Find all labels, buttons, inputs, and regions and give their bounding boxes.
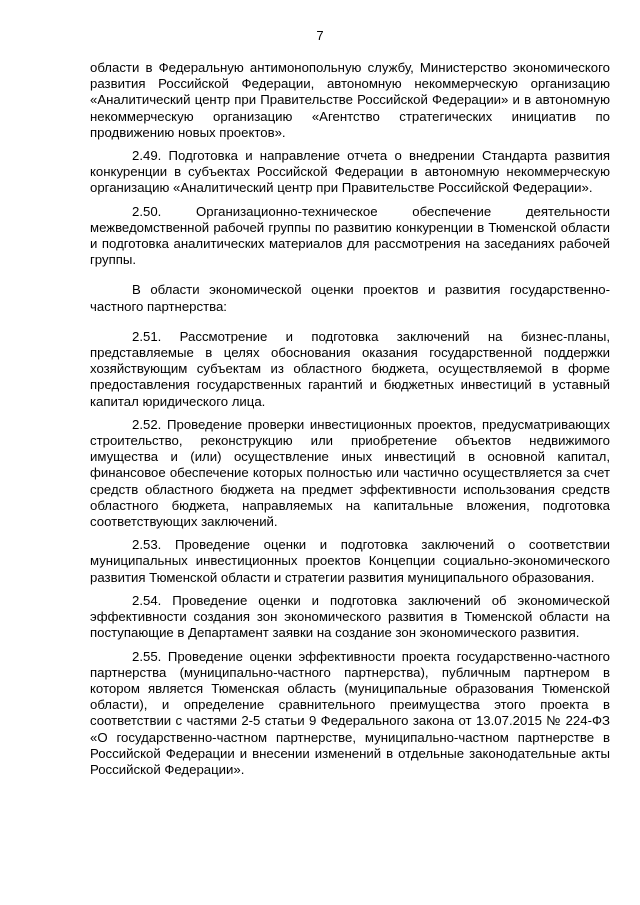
paragraph-2-55: 2.55. Проведение оценки эффективности проекта государственно-частного партнерства (муниципально-частного партнерства), публичным партнером в котором является Тюменская область (муниципальные образования Тюменской области), и определение сравнительного преимущества этого проекта в соответствии с частями 2-5 статьи 9 Федерального закона от 13.07.2015 № 224-ФЗ «О государственно-частном партнерстве, муниципально-частном партнерстве в Российской Федерации и внесении изменений в отдельные законодательные акты Российской Федерации».: [90, 648, 610, 777]
paragraph-continuation: области в Федеральную антимонопольную службу, Министерство экономического развития Российской Федерации, автономную некоммерческую организацию «Аналитический центр при Правительстве Российской Федерации» и в автономную некоммерческую организацию «Агентство стратегических инициатив по продвижению новых проектов».: [90, 60, 610, 140]
paragraph-2-52: 2.52. Проведение проверки инвестиционных проектов, предусматривающих строительство, реконструкцию или приобретение объектов недвижимого имущества и (или) осуществление иных инвестиций в основной капитал, финансовое обеспечение которых полностью или частично осуществляется за счет средств областного бюджета на предмет эффективности использования средств областного бюджета, направляемых на капитальные вложения, подготовка соответствующих заключений.: [90, 416, 610, 530]
paragraph-2-54: 2.54. Проведение оценки и подготовка заключений об экономической эффективности создания зон экономического развития в Тюменской области на поступающие в Департамент заявки на создание зон экономического развития.: [90, 592, 610, 641]
paragraph-2-49: 2.49. Подготовка и направление отчета о внедрении Стандарта развития конкуренции в субъектах Российской Федерации в автономную некоммерческую организацию «Аналитический центр при Правительстве Российской Федерации».: [90, 148, 610, 196]
paragraph-2-53: 2.53. Проведение оценки и подготовка заключений о соответствии муниципальных инвестиционных проектов Концепции социально-экономического развития Тюменской области и стратегии развития муниципального образования.: [90, 537, 610, 585]
section-heading-economic-evaluation: В области экономической оценки проектов и развития государственно-частного партнерства:: [90, 282, 610, 314]
paragraph-2-51: 2.51. Рассмотрение и подготовка заключений на бизнес-планы, представляемые в целях обоснования оказания государственной поддержки хозяйствующим субъектам из областного бюджета, осуществляемой в форме предоставления государственных гарантий и бюджетных инвестиций в уставный капитал юридического лица.: [90, 328, 610, 409]
document-body: [90, 60, 610, 785]
page-number: 7: [316, 28, 324, 43]
paragraph-2-50: 2.50. Организационно-техническое обеспечение деятельности межведомственной рабочей группы по развитию конкуренции в Тюменской области и подготовка аналитических материалов для рассмотрения на заседаниях рабочей группы.: [90, 203, 610, 268]
